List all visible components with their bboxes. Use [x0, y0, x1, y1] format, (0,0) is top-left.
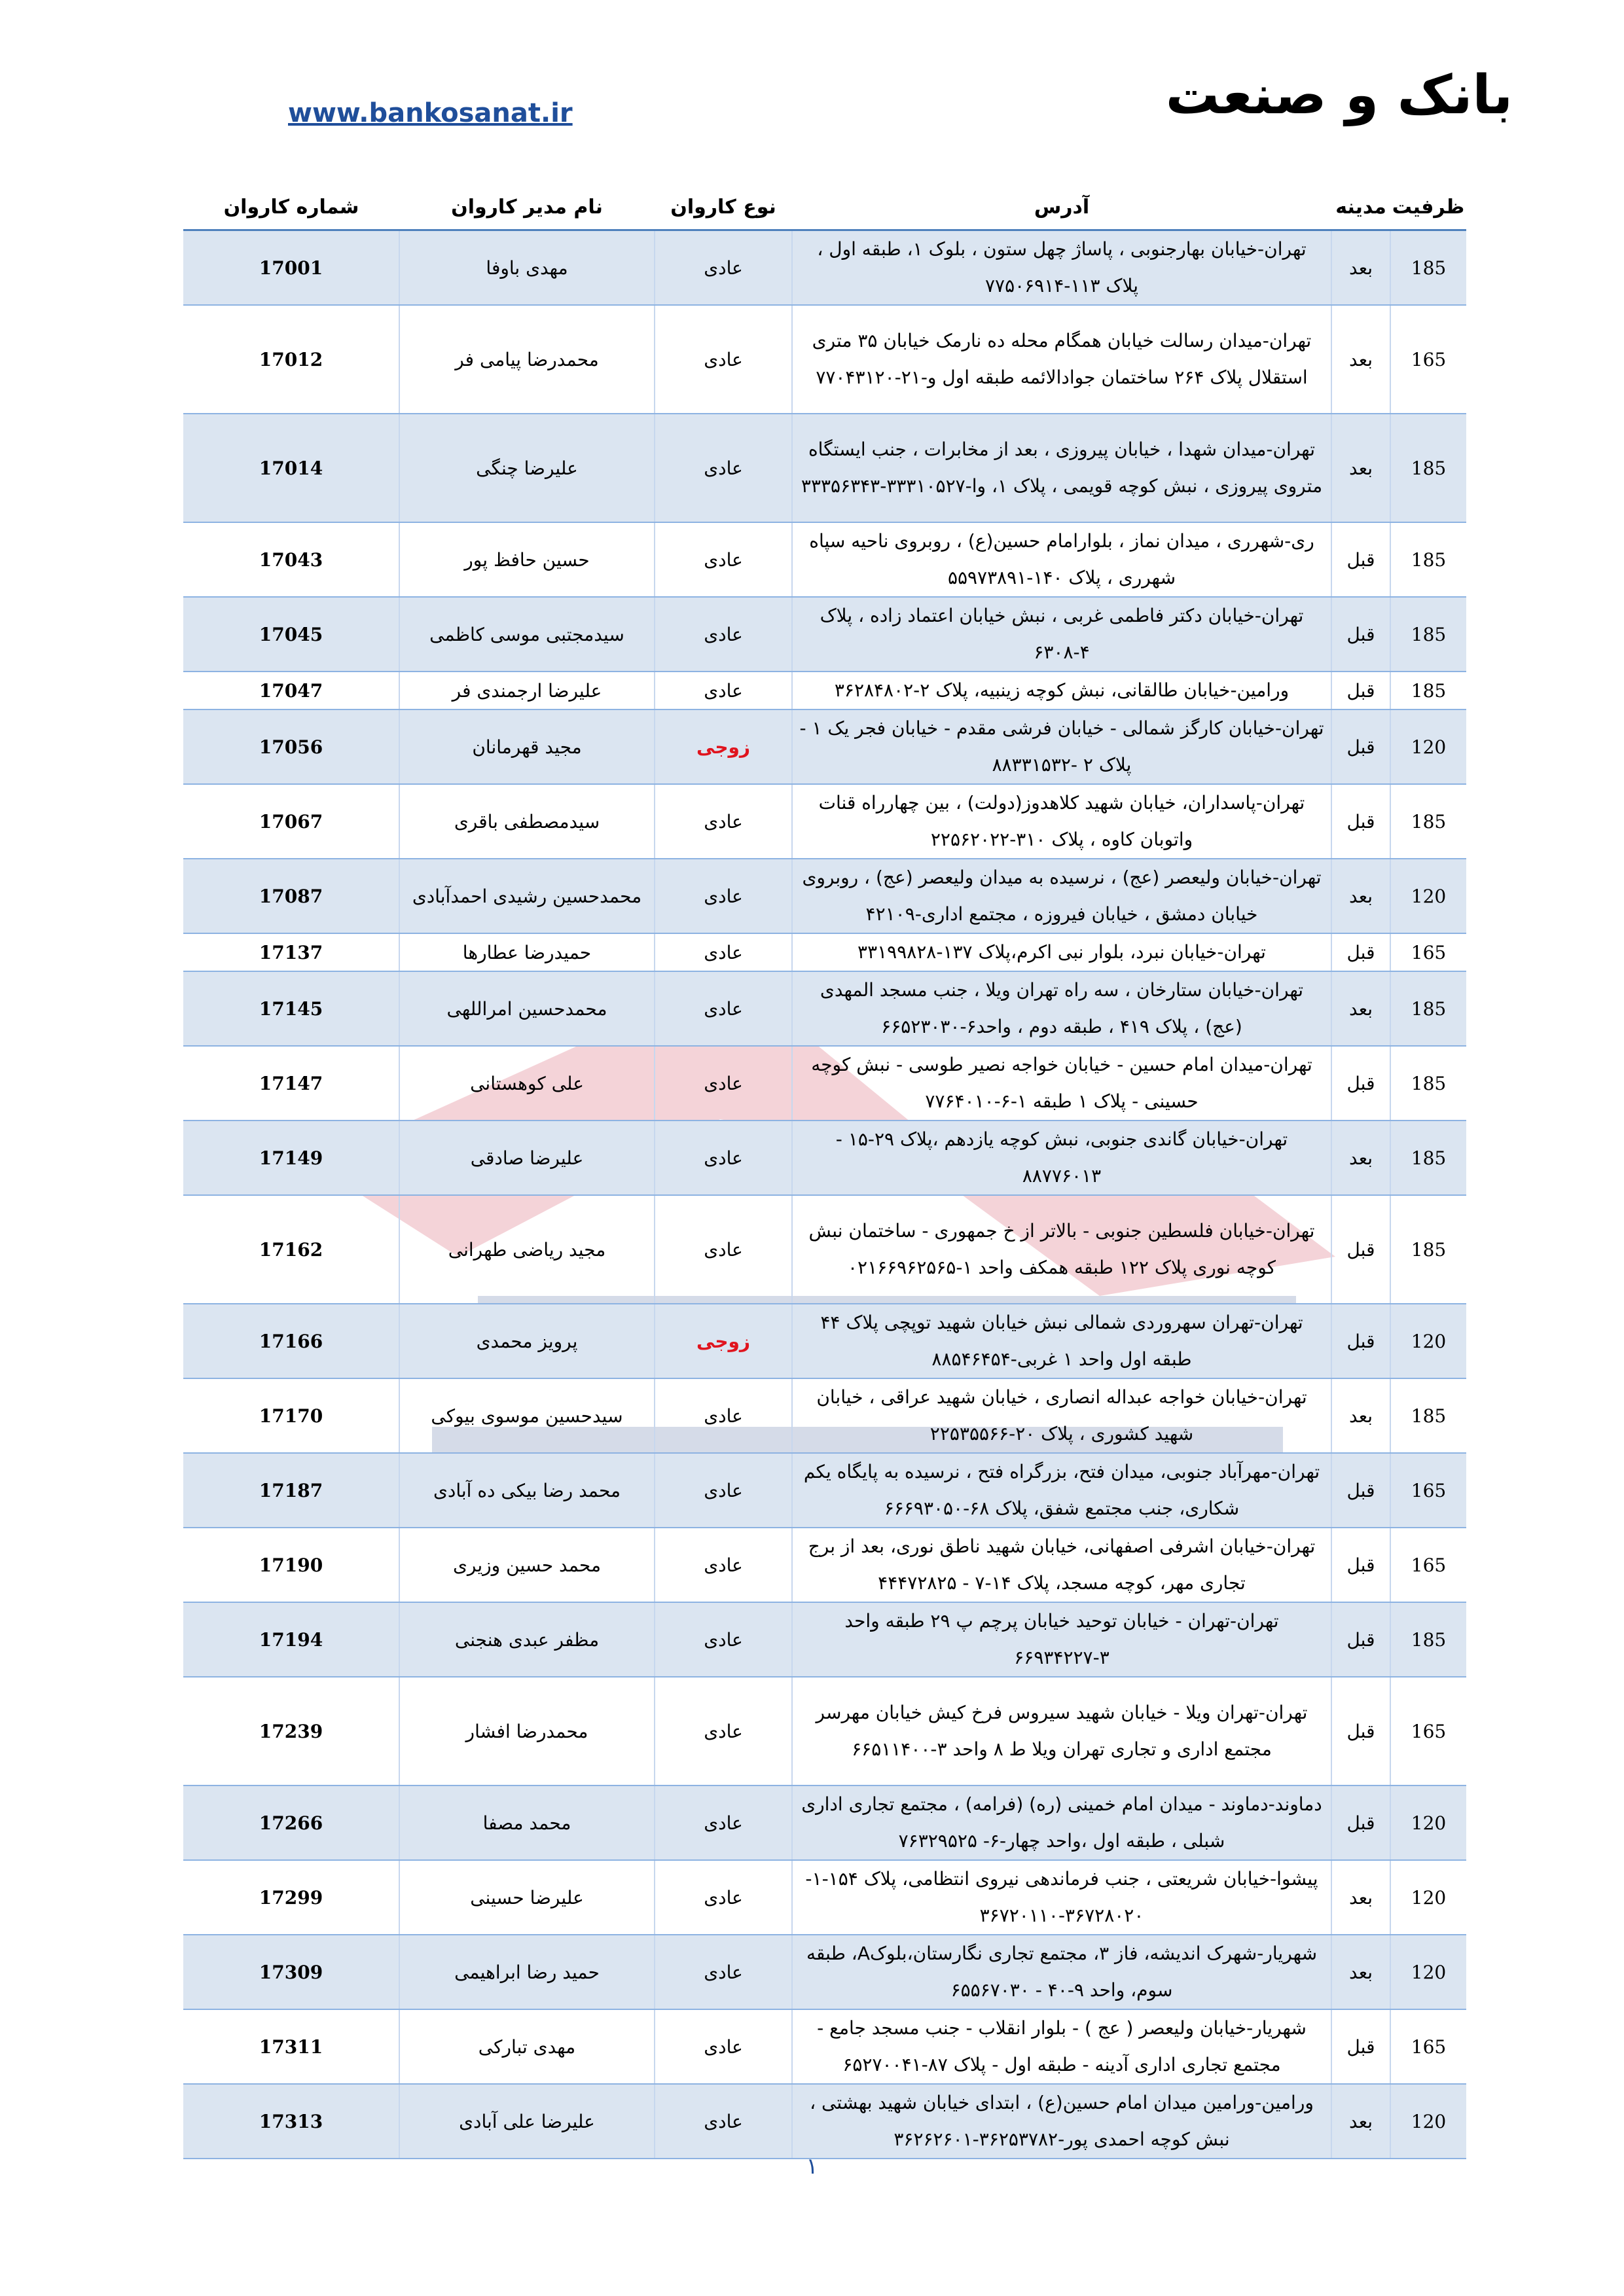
manager-cell: سیدمصطفی باقری — [399, 784, 655, 859]
caravan-number-cell: 17313 — [183, 2084, 399, 2159]
capacity-cell: 120 — [1390, 1860, 1466, 1935]
table-row — [183, 1195, 1466, 1304]
manager-cell: مجید قهرمانان — [399, 709, 655, 784]
capacity-cell: 165 — [1390, 305, 1466, 414]
brand-title: بانک و صنعت — [1165, 64, 1513, 126]
caravan-number-cell: 17162 — [183, 1195, 399, 1304]
table-row — [183, 522, 1466, 597]
manager-cell: محمدحسین امراللهی — [399, 971, 655, 1046]
table-row — [183, 1677, 1466, 1785]
type-cell: عادی — [655, 1195, 792, 1304]
caravan-number-cell: 17187 — [183, 1453, 399, 1528]
table-row — [183, 859, 1466, 933]
manager-cell: علیرضا چنگی — [399, 414, 655, 522]
city-cell: قبل — [1331, 1046, 1390, 1121]
caravan-number-cell: 17045 — [183, 597, 399, 672]
address-cell: تهران-میدان امام حسین - خیابان خواجه نصیر طوسی - نبش کوچه حسینی - پلاک ۱ طبقه ۱-۶-۷۷۶۴۰۱۰ — [792, 1046, 1331, 1121]
manager-cell: محمدحسین رشیدی احمدآبادی — [399, 859, 655, 933]
manager-cell: علی کوهستانی — [399, 1046, 655, 1121]
manager-cell: محمد رضا بیکی ده آبادی — [399, 1453, 655, 1528]
type-cell: عادی — [655, 1935, 792, 2009]
type-cell: عادی — [655, 933, 792, 971]
address-cell: تهران-خیابان کارگز شمالی - خیابان فرشی مقدم - خیابان فجر یک ۱ - پلاک ۲ -۸۸۳۳۱۵۳۲ — [792, 709, 1331, 784]
address-cell: ورامین-ورامین میدان امام حسین(ع) ، ابتدای خیابان شهید بهشتی ، نبش کوچه احمدی پور-۳۶۲۵۳۷۸۲-۳۶۲۶۲۶۰۱ — [792, 2084, 1331, 2159]
capacity-cell: 185 — [1390, 1046, 1466, 1121]
website-link[interactable]: www.bankosanat.ir — [288, 98, 573, 128]
city-cell: قبل — [1331, 933, 1390, 971]
manager-cell: محمد مصفا — [399, 1785, 655, 1860]
table-row — [183, 1453, 1466, 1528]
caravan-number-cell: 17145 — [183, 971, 399, 1046]
manager-cell: علیرضا ارجمندی فر — [399, 672, 655, 709]
caravan-number-cell: 17166 — [183, 1304, 399, 1378]
capacity-cell: 120 — [1390, 2084, 1466, 2159]
table-row — [183, 1602, 1466, 1677]
address-cell: تهران-خیابان فلسطین جنوبی - بالاتر از خ جمهوری - ساختمان نبش کوچه نوری پلاک ۱۲۲ طبقه همکف واحد ۱-۰۲۱۶۶۹۶۲۵۶۵ — [792, 1195, 1331, 1304]
type-cell: عادی — [655, 1046, 792, 1121]
column-capacity: ظرفیت — [1390, 185, 1466, 230]
type-cell: عادی — [655, 2084, 792, 2159]
caravan-number-cell: 17001 — [183, 230, 399, 306]
city-cell: بعد — [1331, 230, 1390, 306]
caravan-number-cell: 17067 — [183, 784, 399, 859]
address-cell: تهران-خیابان خواجه عبداله انصاری ، خیابان شهید عراقی ، خیابان شهید کشوری ، پلاک ۲۰-۲۲۵۳۵۵۶۶ — [792, 1378, 1331, 1453]
capacity-cell: 165 — [1390, 2009, 1466, 2084]
table-row — [183, 230, 1466, 306]
type-cell: عادی — [655, 859, 792, 933]
address-cell: دماوند-دماوند - میدان امام خمینی (ره) (فرامه) ، مجتمع تجاری اداری شبلی ، طبقه اول ،واحد چهار-۶- ۷۶۳۲۹۵۲۵ — [792, 1785, 1331, 1860]
city-cell: قبل — [1331, 1304, 1390, 1378]
manager-cell: سیدمجتبی موسی کاظمی — [399, 597, 655, 672]
capacity-cell: 165 — [1390, 1528, 1466, 1602]
capacity-cell: 185 — [1390, 414, 1466, 522]
type-cell: عادی — [655, 784, 792, 859]
type-cell: عادی — [655, 1860, 792, 1935]
address-cell: تهران-تهران سهروردی شمالی نبش خیابان شهید توپچی پلاک ۴۴ طبقه اول واحد ۱ غربی-۸۸۵۴۶۴۵۴ — [792, 1304, 1331, 1378]
city-cell: قبل — [1331, 522, 1390, 597]
manager-cell: مجید ریاضی طهرانی — [399, 1195, 655, 1304]
type-cell: عادی — [655, 230, 792, 306]
table-row — [183, 414, 1466, 522]
address-cell: شهریار-خیابان ولیعصر ( عج ) - بلوار انقلاب - جنب مسجد جامع - مجتمع تجاری اداری آدینه - طبقه اول - پلاک ۸۷-۶۵۲۷۰۰۴۱ — [792, 2009, 1331, 2084]
table-row — [183, 709, 1466, 784]
capacity-cell: 185 — [1390, 1195, 1466, 1304]
table-row — [183, 1785, 1466, 1860]
capacity-cell: 165 — [1390, 1453, 1466, 1528]
capacity-cell: 185 — [1390, 230, 1466, 306]
caravan-number-cell: 17239 — [183, 1677, 399, 1785]
city-cell: بعد — [1331, 305, 1390, 414]
caravan-number-cell: 17309 — [183, 1935, 399, 2009]
type-cell: عادی — [655, 305, 792, 414]
table-header-row — [183, 185, 1466, 230]
capacity-cell: 185 — [1390, 784, 1466, 859]
table-row — [183, 1304, 1466, 1378]
address-cell: تهران-میدان رسالت خیابان همگام محله ده نارمک خیابان ۳۵ متری استقلال پلاک ۲۶۴ ساختمان جوادالائمه طبقه اول و-۲۱-۷۷۰۴۳۱۲۰ — [792, 305, 1331, 414]
city-cell: قبل — [1331, 1602, 1390, 1677]
column-city: مدینه — [1331, 185, 1390, 230]
caravan-number-cell: 17170 — [183, 1378, 399, 1453]
city-cell: بعد — [1331, 1935, 1390, 2009]
table-row — [183, 2009, 1466, 2084]
caravan-number-cell: 17137 — [183, 933, 399, 971]
caravan-number-cell: 17311 — [183, 2009, 399, 2084]
type-cell: زوجی — [655, 1304, 792, 1378]
address-cell: شهریار-شهرک اندیشه، فاز ۳، مجتمع تجاری نگارستان،بلوکA، طبقه سوم، واحد ۹-۴۰ - ۶۵۵۶۷۰۳۰ — [792, 1935, 1331, 2009]
city-cell: بعد — [1331, 414, 1390, 522]
manager-cell: علیرضا علی آبادی — [399, 2084, 655, 2159]
type-cell: زوجی — [655, 709, 792, 784]
caravan-number-cell: 17194 — [183, 1602, 399, 1677]
address-cell: تهران-خیابان اشرفی اصفهانی، خیابان شهید ناطق نوری، بعد از برج تجاری مهر، کوچه مسجد، پلاک ۱۴-۷ - ۴۴۴۷۲۸۲۵ — [792, 1528, 1331, 1602]
type-cell: عادی — [655, 1453, 792, 1528]
type-cell: عادی — [655, 1378, 792, 1453]
manager-cell: محمد حسین وزیری — [399, 1528, 655, 1602]
capacity-cell: 120 — [1390, 1935, 1466, 2009]
capacity-cell: 185 — [1390, 522, 1466, 597]
table-row — [183, 1528, 1466, 1602]
caravan-number-cell: 17014 — [183, 414, 399, 522]
table-row — [183, 971, 1466, 1046]
city-cell: بعد — [1331, 971, 1390, 1046]
caravan-table — [183, 185, 1466, 2159]
address-cell: ورامین-خیابان طالقانی، نبش کوچه زینبیه، پلاک ۲-۳۶۲۸۴۸۰۲ — [792, 672, 1331, 709]
type-cell: عادی — [655, 414, 792, 522]
table-row — [183, 672, 1466, 709]
address-cell: تهران-خیابان نبرد، بلوار نبی اکرم،پلاک ۱۳۷-۳۳۱۹۹۸۲۸ — [792, 933, 1331, 971]
address-cell: تهران-خیابان بهارجنوبی ، پاساژ چهل ستون ، بلوک ۱، طبقه اول ، پلاک ۱۱۳-۷۷۵۰۶۹۱۴ — [792, 230, 1331, 306]
city-cell: قبل — [1331, 1785, 1390, 1860]
manager-cell: علیرضا صادقی — [399, 1121, 655, 1195]
caravan-number-cell: 17147 — [183, 1046, 399, 1121]
city-cell: قبل — [1331, 597, 1390, 672]
manager-cell: مظفر عبدی هنجنی — [399, 1602, 655, 1677]
table-row — [183, 1121, 1466, 1195]
address-cell: تهران-تهران - خیابان توحید خیابان پرچم پ ۲۹ طبقه واحد ۳-۶۶۹۳۴۲۲۷ — [792, 1602, 1331, 1677]
caravan-number-cell: 17190 — [183, 1528, 399, 1602]
type-cell: عادی — [655, 2009, 792, 2084]
capacity-cell: 120 — [1390, 859, 1466, 933]
capacity-cell: 185 — [1390, 971, 1466, 1046]
caravan-number-cell: 17043 — [183, 522, 399, 597]
type-cell: عادی — [655, 597, 792, 672]
capacity-cell: 120 — [1390, 1785, 1466, 1860]
address-cell: پیشوا-خیابان شریعتی ، جنب فرماندهی نیروی انتظامی، پلاک ۱۵۴-۱- ۳۶۷۲۸۰۲۰-۳۶۷۲۰۱۱۰ — [792, 1860, 1331, 1935]
address-cell: تهران-خیابان ولیعصر (عج) ، نرسیده به میدان ولیعصر (عج) ، روبروی خیابان دمشق ، خیابان فیروزه ، مجتمع اداری-۴۲۱۰۹ — [792, 859, 1331, 933]
manager-cell: حمید رضا ابراهیمی — [399, 1935, 655, 2009]
manager-cell: محمدرضا افشار — [399, 1677, 655, 1785]
city-cell: بعد — [1331, 1378, 1390, 1453]
address-cell: ری-شهرری ، میدان نماز ، بلوارامام حسین(ع) ، روبروی ناحیه سپاه شهرری ، پلاک ۱۴۰-۵۵۹۷۳۸۹۱ — [792, 522, 1331, 597]
city-cell: قبل — [1331, 709, 1390, 784]
type-cell: عادی — [655, 522, 792, 597]
capacity-cell: 165 — [1390, 933, 1466, 971]
table-row — [183, 305, 1466, 414]
caravan-number-cell: 17299 — [183, 1860, 399, 1935]
address-cell: تهران-خیابان ستارخان ، سه راه تهران ویلا ، جنب مسجد المهدی (عج) ، پلاک ۴۱۹ ، طبقه دوم ، واحد۶-۶۶۵۲۳۰۳۰ — [792, 971, 1331, 1046]
table-row — [183, 784, 1466, 859]
capacity-cell: 120 — [1390, 709, 1466, 784]
type-cell: عادی — [655, 971, 792, 1046]
table-row — [183, 1046, 1466, 1121]
capacity-cell: 185 — [1390, 672, 1466, 709]
type-cell: عادی — [655, 672, 792, 709]
city-cell: قبل — [1331, 672, 1390, 709]
table-row — [183, 933, 1466, 971]
city-cell: قبل — [1331, 784, 1390, 859]
manager-cell: محمدرضا پیامی فر — [399, 305, 655, 414]
address-cell: تهران-خیابان دکتر فاطمی غربی ، نبش خیابان اعتماد زاده ، پلاک ۴-۶۳۰۸ — [792, 597, 1331, 672]
address-cell: تهران-میدان شهدا ، خیابان پیروزی ، بعد از مخابرات ، جنب ایستگاه متروی پیروزی ، نبش کوچه قویمی ، پلاک ۱، وا-۳۳۳۱۰۵۲۷-۳۳۳۵۶۳۴۳ — [792, 414, 1331, 522]
caravan-number-cell: 17087 — [183, 859, 399, 933]
city-cell: بعد — [1331, 1860, 1390, 1935]
caravan-number-cell: 17047 — [183, 672, 399, 709]
page-number: ۱ — [806, 2153, 818, 2179]
city-cell: قبل — [1331, 2009, 1390, 2084]
column-address: آدرس — [792, 185, 1331, 230]
city-cell: بعد — [1331, 1121, 1390, 1195]
city-cell: بعد — [1331, 859, 1390, 933]
type-cell: عادی — [655, 1785, 792, 1860]
table-row — [183, 1860, 1466, 1935]
type-cell: عادی — [655, 1528, 792, 1602]
city-cell: قبل — [1331, 1528, 1390, 1602]
capacity-cell: 120 — [1390, 1304, 1466, 1378]
city-cell: قبل — [1331, 1453, 1390, 1528]
address-cell: تهران-مهرآباد جنوبی، میدان فتح، بزرگراه فتح ، نرسیده به پایگاه یکم شکاری، جنب مجتمع شفق، پلاک ۶۸-۶۶۶۹۳۰۵۰ — [792, 1453, 1331, 1528]
capacity-cell: 185 — [1390, 1602, 1466, 1677]
capacity-cell: 165 — [1390, 1677, 1466, 1785]
type-cell: عادی — [655, 1121, 792, 1195]
table-row — [183, 597, 1466, 672]
address-cell: تهران-تهران ویلا - خیابان شهید سیروس فرخ کیش خیابان مهرسر مجتمع اداری و تجاری تهران ویلا ط ۸ واحد ۳-۶۶۵۱۱۴۰۰ — [792, 1677, 1331, 1785]
capacity-cell: 185 — [1390, 1121, 1466, 1195]
table-row — [183, 1935, 1466, 2009]
column-number: شماره کاروان — [183, 185, 399, 230]
manager-cell: مهدی باوفا — [399, 230, 655, 306]
manager-cell: حسین حافظ پور — [399, 522, 655, 597]
table-row — [183, 2084, 1466, 2159]
manager-cell: حمیدرضا عطارها — [399, 933, 655, 971]
column-manager: نام مدیر کاروان — [399, 185, 655, 230]
manager-cell: مهدی تبارکی — [399, 2009, 655, 2084]
manager-cell: علیرضا حسینی — [399, 1860, 655, 1935]
caravan-number-cell: 17056 — [183, 709, 399, 784]
city-cell: بعد — [1331, 2084, 1390, 2159]
caravan-number-cell: 17149 — [183, 1121, 399, 1195]
capacity-cell: 185 — [1390, 597, 1466, 672]
caravan-number-cell: 17266 — [183, 1785, 399, 1860]
address-cell: تهران-خیابان گاندی جنوبی، نبش کوچه یازدهم ،پلاک ۲۹-۱۵ - ۸۸۷۷۶۰۱۳ — [792, 1121, 1331, 1195]
caravan-number-cell: 17012 — [183, 305, 399, 414]
manager-cell: سیدحسین موسوی بیوکی — [399, 1378, 655, 1453]
column-type: نوع کاروان — [655, 185, 792, 230]
capacity-cell: 185 — [1390, 1378, 1466, 1453]
city-cell: قبل — [1331, 1195, 1390, 1304]
type-cell: عادی — [655, 1602, 792, 1677]
address-cell: تهران-پاسداران، خیابان شهید کلاهدوز(دولت) ، بین چهارراه قنات واتوبان کاوه ، پلاک ۳۱۰-۲۲۵۶۲۰۲۲ — [792, 784, 1331, 859]
table-row — [183, 1378, 1466, 1453]
type-cell: عادی — [655, 1677, 792, 1785]
city-cell: قبل — [1331, 1677, 1390, 1785]
manager-cell: پرویز محمدی — [399, 1304, 655, 1378]
